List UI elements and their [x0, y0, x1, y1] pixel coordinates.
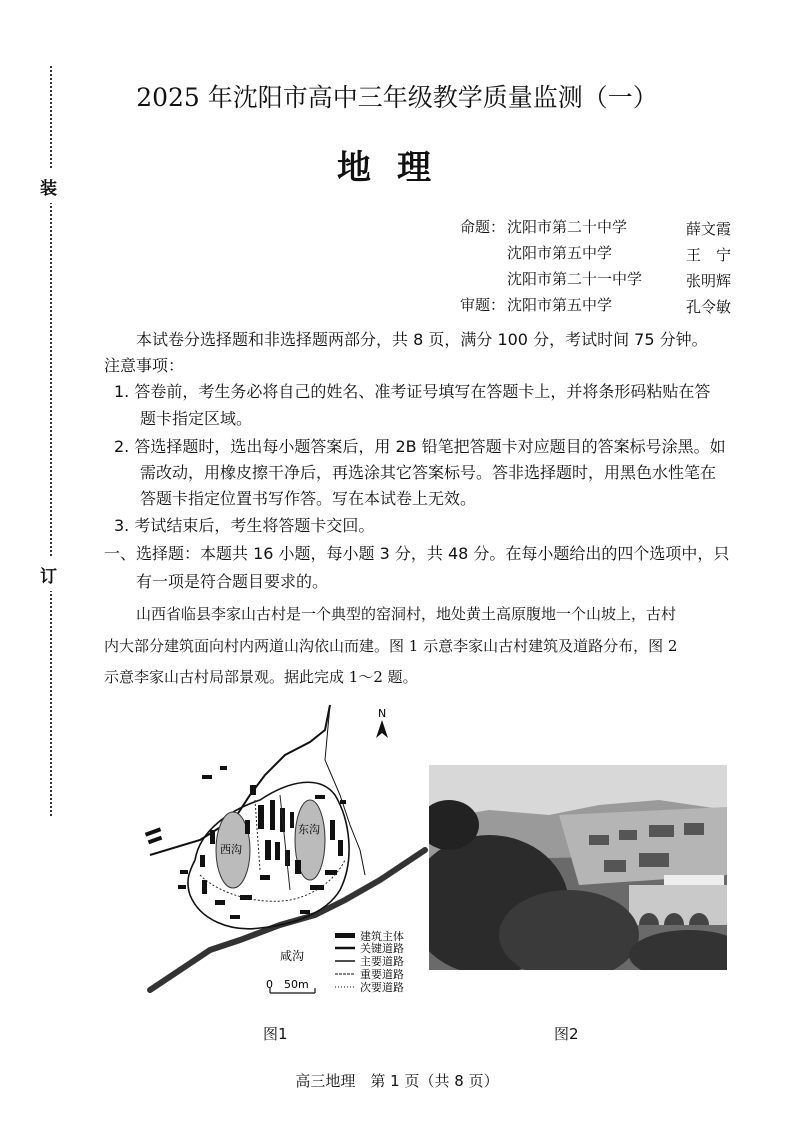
author-name: 薛文霞: [686, 220, 732, 238]
author-name: 张明辉: [686, 272, 732, 290]
note-item: 3. 考试结束后，考生将答题卡交回。: [114, 516, 375, 535]
proposition-label: 命题：: [460, 218, 506, 236]
intro-text: 本试卷分选择题和非选择题两部分，共 8 页，满分 100 分，考试时间 75 分钟。: [136, 330, 708, 349]
west-gully-label: 西沟: [220, 843, 242, 856]
north-label: N: [378, 707, 387, 720]
author-name: 王 宁: [686, 246, 732, 264]
section-heading-cont: 有一项是符合题目要求的。: [136, 572, 329, 591]
notes-heading: 注意事项：: [104, 356, 185, 375]
legend-label: 次要道路: [360, 981, 404, 994]
section-heading: 一、选择题：本题共 16 小题，每小题 3 分，共 48 分。在每小题给出的四个选项中，只: [104, 544, 730, 563]
passage-line: 内大部分建筑面向村内两道山沟依山而建。图 1 示意李家山古村建筑及道路分布，图 2: [104, 637, 678, 655]
page-footer: 高三地理 第 1 页（共 8 页）: [295, 1072, 499, 1090]
xian-gully-label: 咸沟: [280, 949, 305, 963]
note-item: 答题卡指定位置书写作答。写在本试卷上无效。: [140, 489, 477, 508]
subject-title: 地理: [337, 148, 457, 188]
legend-label: 主要道路: [360, 955, 404, 968]
author-school: 沈阳市第五中学: [507, 296, 613, 314]
village-photo: [429, 765, 727, 970]
note-item: 1. 答卷前，考生务必将自己的姓名、准考证号填写在答题卡上，并将条形码粘贴在答: [114, 382, 711, 401]
scale-bar: [266, 978, 315, 993]
figure2-caption: 图2: [554, 1025, 579, 1043]
north-arrow-icon: [376, 707, 388, 738]
review-label: 审题：: [460, 296, 506, 314]
legend-label: 建筑主体: [360, 930, 404, 943]
author-school: 沈阳市第二十一中学: [507, 270, 643, 288]
village-map: [140, 700, 430, 1015]
note-item: 题卡指定区域。: [140, 409, 253, 428]
legend-label: 重要道路: [360, 968, 404, 981]
author-school: 沈阳市第二十中学: [507, 218, 628, 236]
passage-line: 示意李家山古村局部景观。据此完成 1～2 题。: [104, 668, 418, 686]
scale-label: 0 50m: [266, 978, 309, 991]
map-legend: [335, 929, 404, 994]
author-name: 孔令敏: [686, 298, 732, 316]
exam-title: 2025 年沈阳市高中三年级教学质量监测（一）: [136, 83, 658, 112]
note-item: 需改动，用橡皮擦干净后，再选涂其它答案标号。答非选择题时，用黑色水性笔在: [140, 463, 717, 482]
passage-line: 山西省临县李家山古村是一个典型的窑洞村，地处黄土高原腹地一个山坡上，古村: [136, 605, 677, 623]
legend-label: 关键道路: [360, 942, 404, 955]
binding-char-ding: 订: [40, 558, 57, 591]
binding-char-zhuang: 装: [40, 170, 57, 203]
figure1-caption: 图1: [263, 1025, 288, 1043]
note-item: 2. 答选择题时，选出每小题答案后，用 2B 铅笔把答题卡对应题目的答案标号涂黑。如: [114, 437, 726, 456]
author-school: 沈阳市第五中学: [507, 244, 613, 262]
east-gully-label: 东沟: [298, 823, 320, 836]
